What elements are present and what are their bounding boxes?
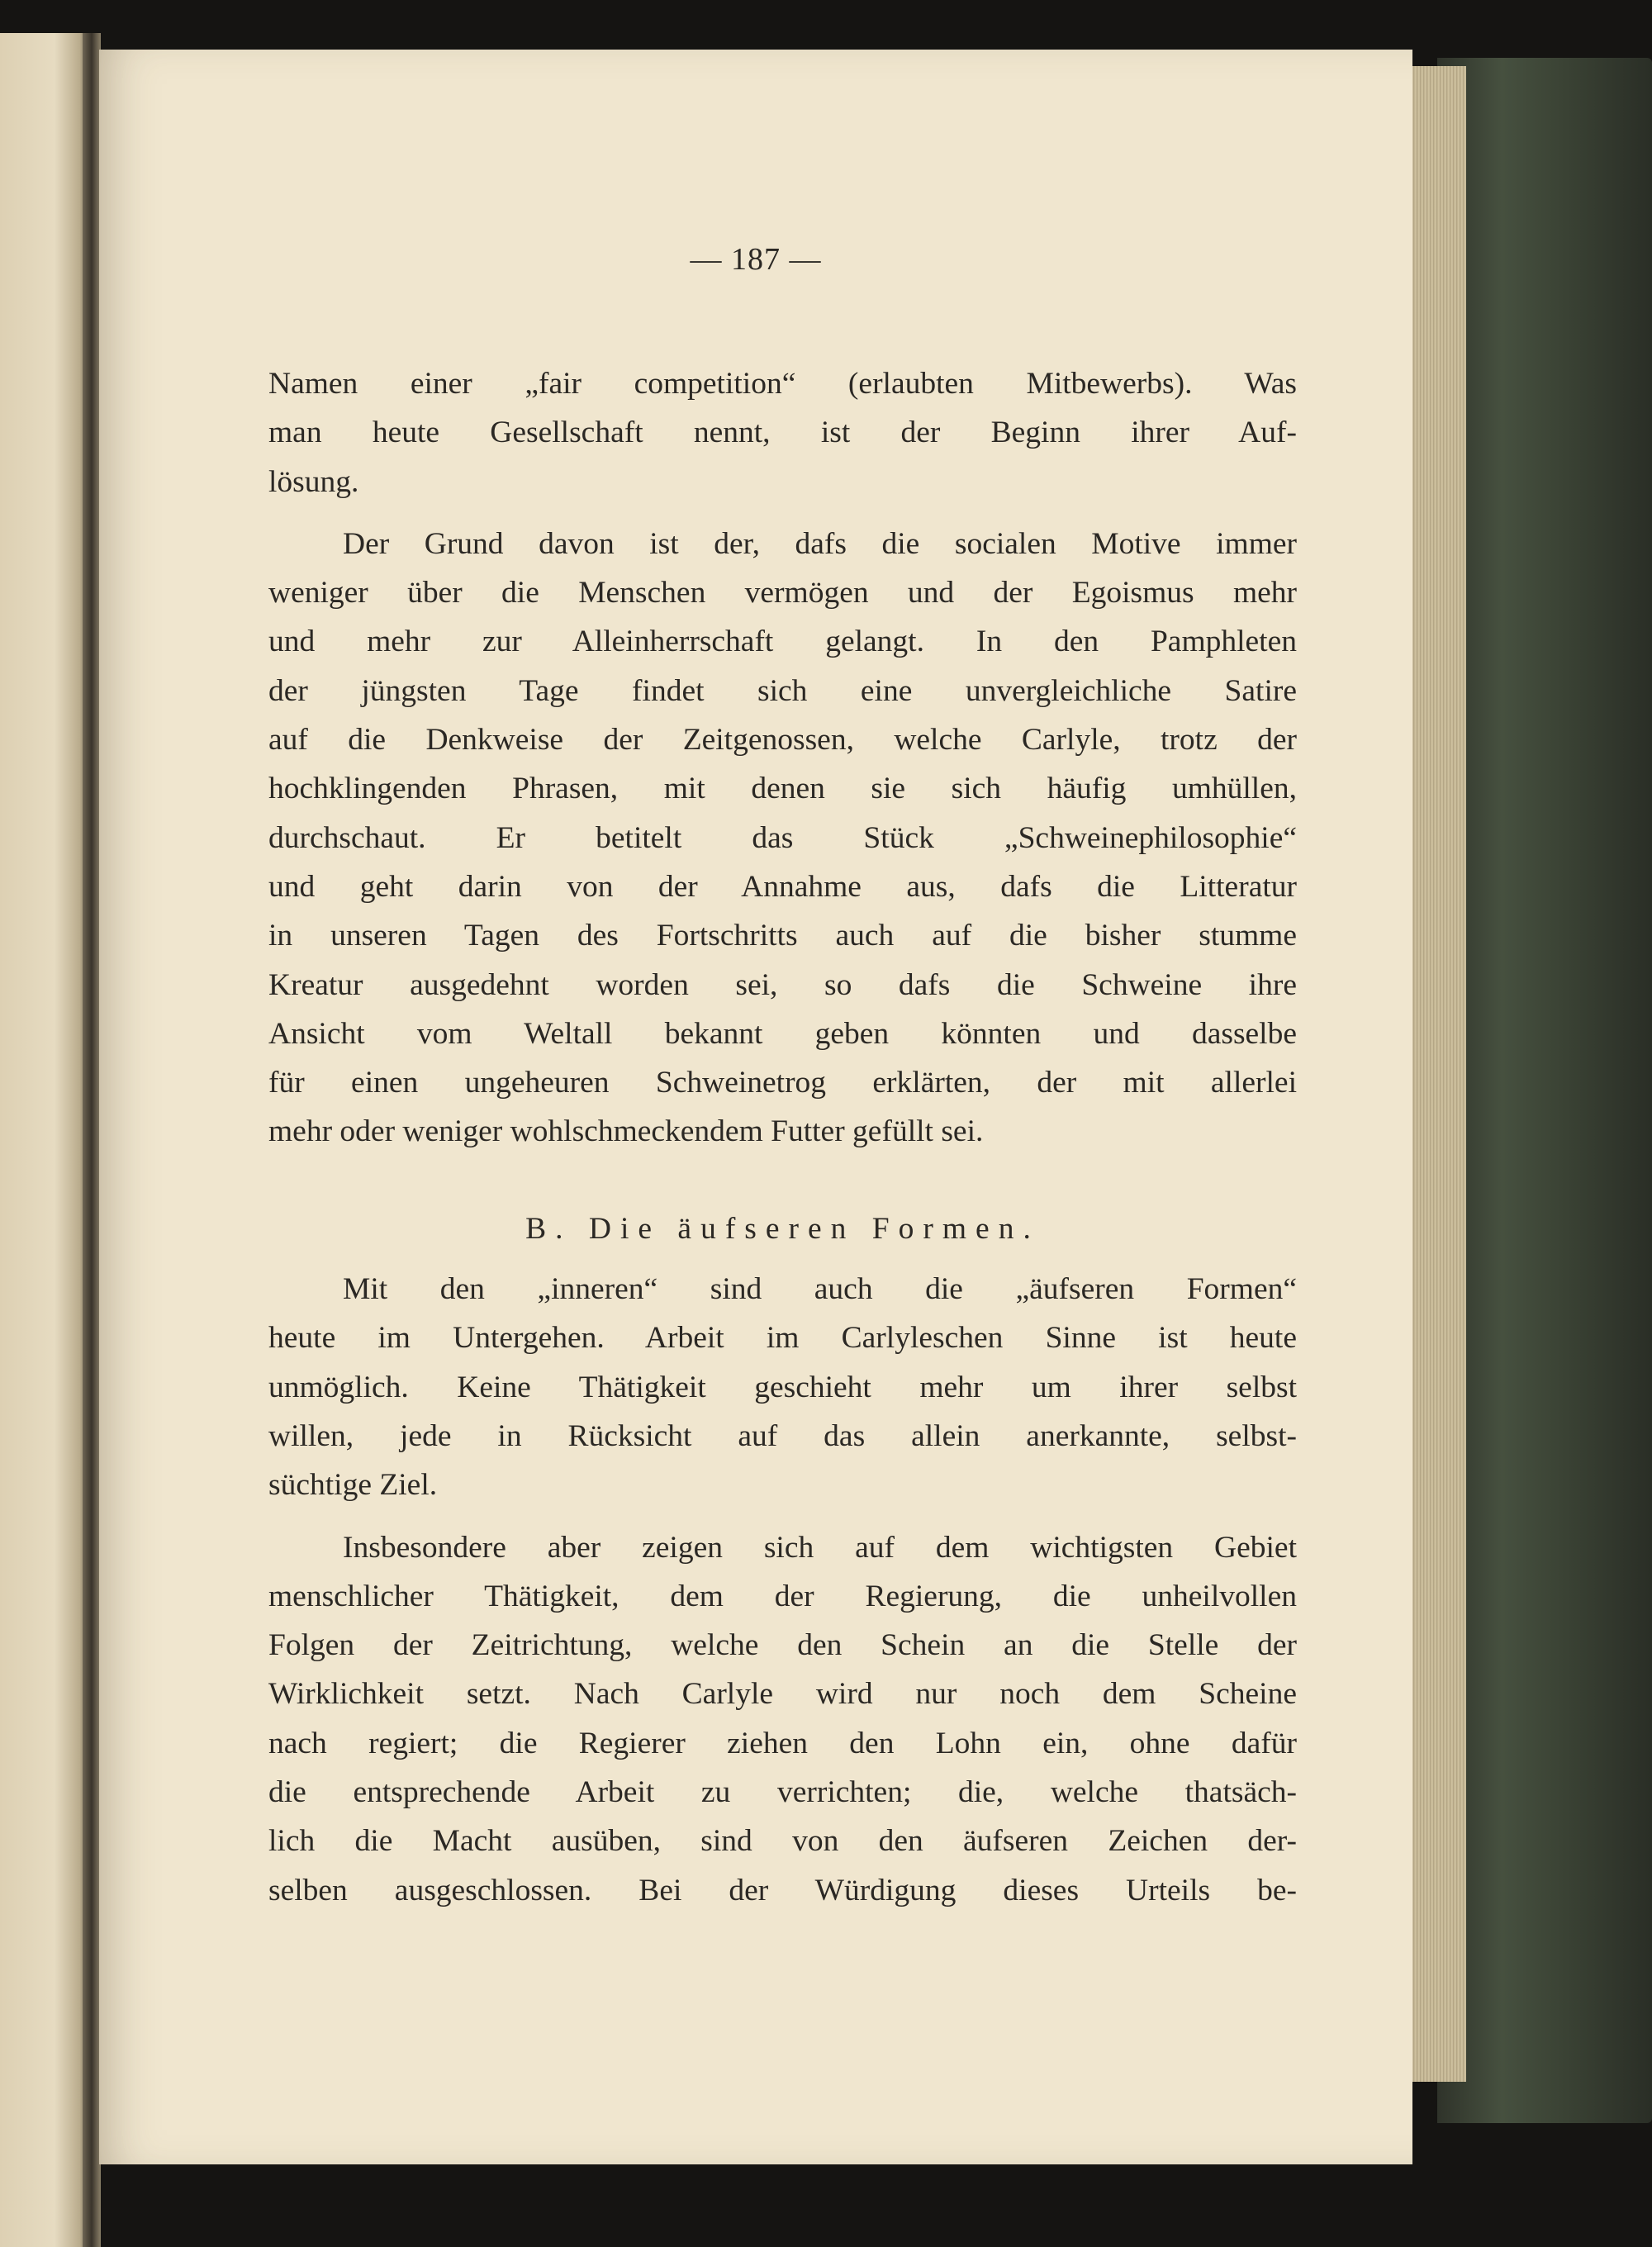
text-line: Mit den „inneren“ sind auch die „äufseren Formen“ (343, 1272, 1297, 1307)
section-heading: B. Die äufseren Formen. (525, 1211, 1040, 1246)
text-line: willen, jede in Rücksicht auf das allein anerkannte, selbst- (268, 1418, 1297, 1453)
text-line: die entsprechende Arbeit zu verrichten; die, welche thatsäch- (268, 1775, 1297, 1810)
book-cover (1437, 58, 1652, 2123)
text-line: Namen einer „fair competition“ (erlaubten Mitbewerbs). Was (268, 367, 1297, 401)
paragraph-gap (268, 506, 1297, 520)
text-line: süchtige Ziel. (268, 1468, 438, 1503)
text-line: lich die Macht ausüben, sind von den äufseren Zeichen der- (268, 1824, 1297, 1859)
text-line: weniger über die Menschen vermögen und der Egoismus mehr (268, 576, 1297, 610)
book-gutter (83, 33, 101, 2247)
text-line: Folgen der Zeitrichtung, welche den Schein an die Stelle der (268, 1628, 1297, 1663)
text-line: der jüngsten Tage findet sich eine unvergleichliche Satire (268, 673, 1297, 708)
text-line: Wirklichkeit setzt. Nach Carlyle wird nur noch dem Scheine (268, 1677, 1297, 1712)
paragraph-gap (268, 1510, 1297, 1523)
text-line: heute im Untergehen. Arbeit im Carlyleschen Sinne ist heute (268, 1321, 1297, 1356)
text-line: durchschaut. Er betitelt das Stück „Schweinephilosophie“ (268, 820, 1297, 855)
page-body (268, 359, 1297, 1915)
page-stack-edge (1404, 66, 1466, 2082)
text-line: und mehr zur Alleinherrschaft gelangt. In den Pamphleten (268, 625, 1297, 659)
previous-page-edge (0, 33, 91, 2247)
text-line: auf die Denkweise der Zeitgenossen, welche Carlyle, trotz der (268, 723, 1297, 758)
text-line: man heute Gesellschaft nennt, ist der Beginn ihrer Auf- (268, 416, 1297, 450)
text-line: Ansicht vom Weltall bekannt geben könnten und dasselbe (268, 1016, 1297, 1051)
text-line: menschlicher Thätigkeit, dem der Regierung, die unheilvollen (268, 1579, 1297, 1613)
text-line: lösung. (268, 464, 359, 499)
text-line: mehr oder weniger wohlschmeckendem Futter gefüllt sei. (268, 1114, 984, 1149)
text-line: nach regiert; die Regierer ziehen den Lohn ein, ohne dafür (268, 1726, 1297, 1760)
text-line: Kreatur ausgedehnt worden sei, so dafs die Schweine ihre (268, 967, 1297, 1002)
text-line: und geht darin von der Annahme aus, dafs die Litteratur (268, 869, 1297, 904)
text-line: für einen ungeheuren Schweinetrog erklärten, der mit allerlei (268, 1066, 1297, 1100)
text-line: in unseren Tagen des Fortschritts auch auf die bisher stumme (268, 919, 1297, 953)
text-line: hochklingenden Phrasen, mit denen sie sich häufig umhüllen, (268, 772, 1297, 806)
page-number: — 187 — (690, 242, 822, 277)
text-line: Der Grund davon ist der, dafs die socialen Motive immer (343, 526, 1297, 561)
text-line: selben ausgeschlossen. Bei der Würdigung dieses Urteils be- (268, 1873, 1297, 1907)
text-line: Insbesondere aber zeigen sich auf dem wichtigsten Gebiet (343, 1530, 1297, 1565)
book-page (99, 50, 1412, 2164)
text-line: unmöglich. Keine Thätigkeit geschieht mehr um ihrer selbst (268, 1370, 1297, 1404)
